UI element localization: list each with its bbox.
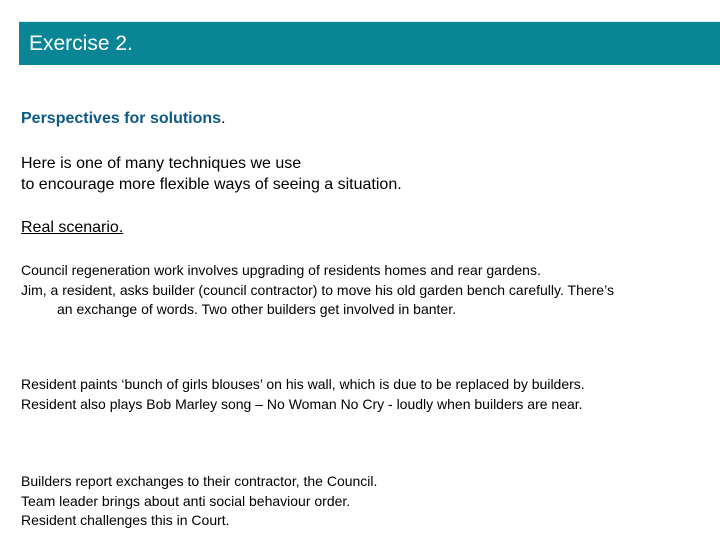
scenario-line: Council regeneration work involves upgrading of residents homes and rear gardens. bbox=[21, 262, 541, 278]
section-heading-text: Perspectives for solutions bbox=[21, 110, 222, 127]
intro-text bbox=[21, 153, 402, 195]
scenario-line: Resident also plays Bob Marley song – No Woman No Cry - loudly when builders are near. bbox=[21, 395, 583, 412]
scenario-paragraph-2 bbox=[21, 375, 621, 414]
header-bar bbox=[19, 21, 720, 65]
section-heading bbox=[21, 110, 226, 128]
scenario-heading: Real scenario. bbox=[21, 219, 124, 236]
slide-title: Exercise 2. bbox=[29, 32, 133, 55]
scenario-line: Builders report exchanges to their contractor, the Council. bbox=[21, 473, 378, 489]
intro-line-1: Here is one of many techniques we use bbox=[21, 155, 302, 172]
scenario-paragraph-3 bbox=[21, 472, 621, 531]
scenario-line: Resident challenges this in Court. bbox=[21, 512, 230, 528]
scenario-line: Jim, a resident, asks builder (council contractor) to move his old garden bench carefully. There’s an exchange of words. Two other builders get involved in banter. bbox=[21, 281, 614, 317]
intro-line-2: to encourage more flexible ways of seeing a situation. bbox=[21, 176, 402, 193]
scenario-line: Team leader brings about anti social behaviour order. bbox=[21, 492, 351, 509]
section-heading-dot: . bbox=[221, 110, 226, 127]
scenario-line: Resident paints ‘bunch of girls blouses’ on his wall, which is due to be replaced by builders. bbox=[21, 376, 585, 392]
scenario-paragraph-1 bbox=[21, 261, 621, 320]
